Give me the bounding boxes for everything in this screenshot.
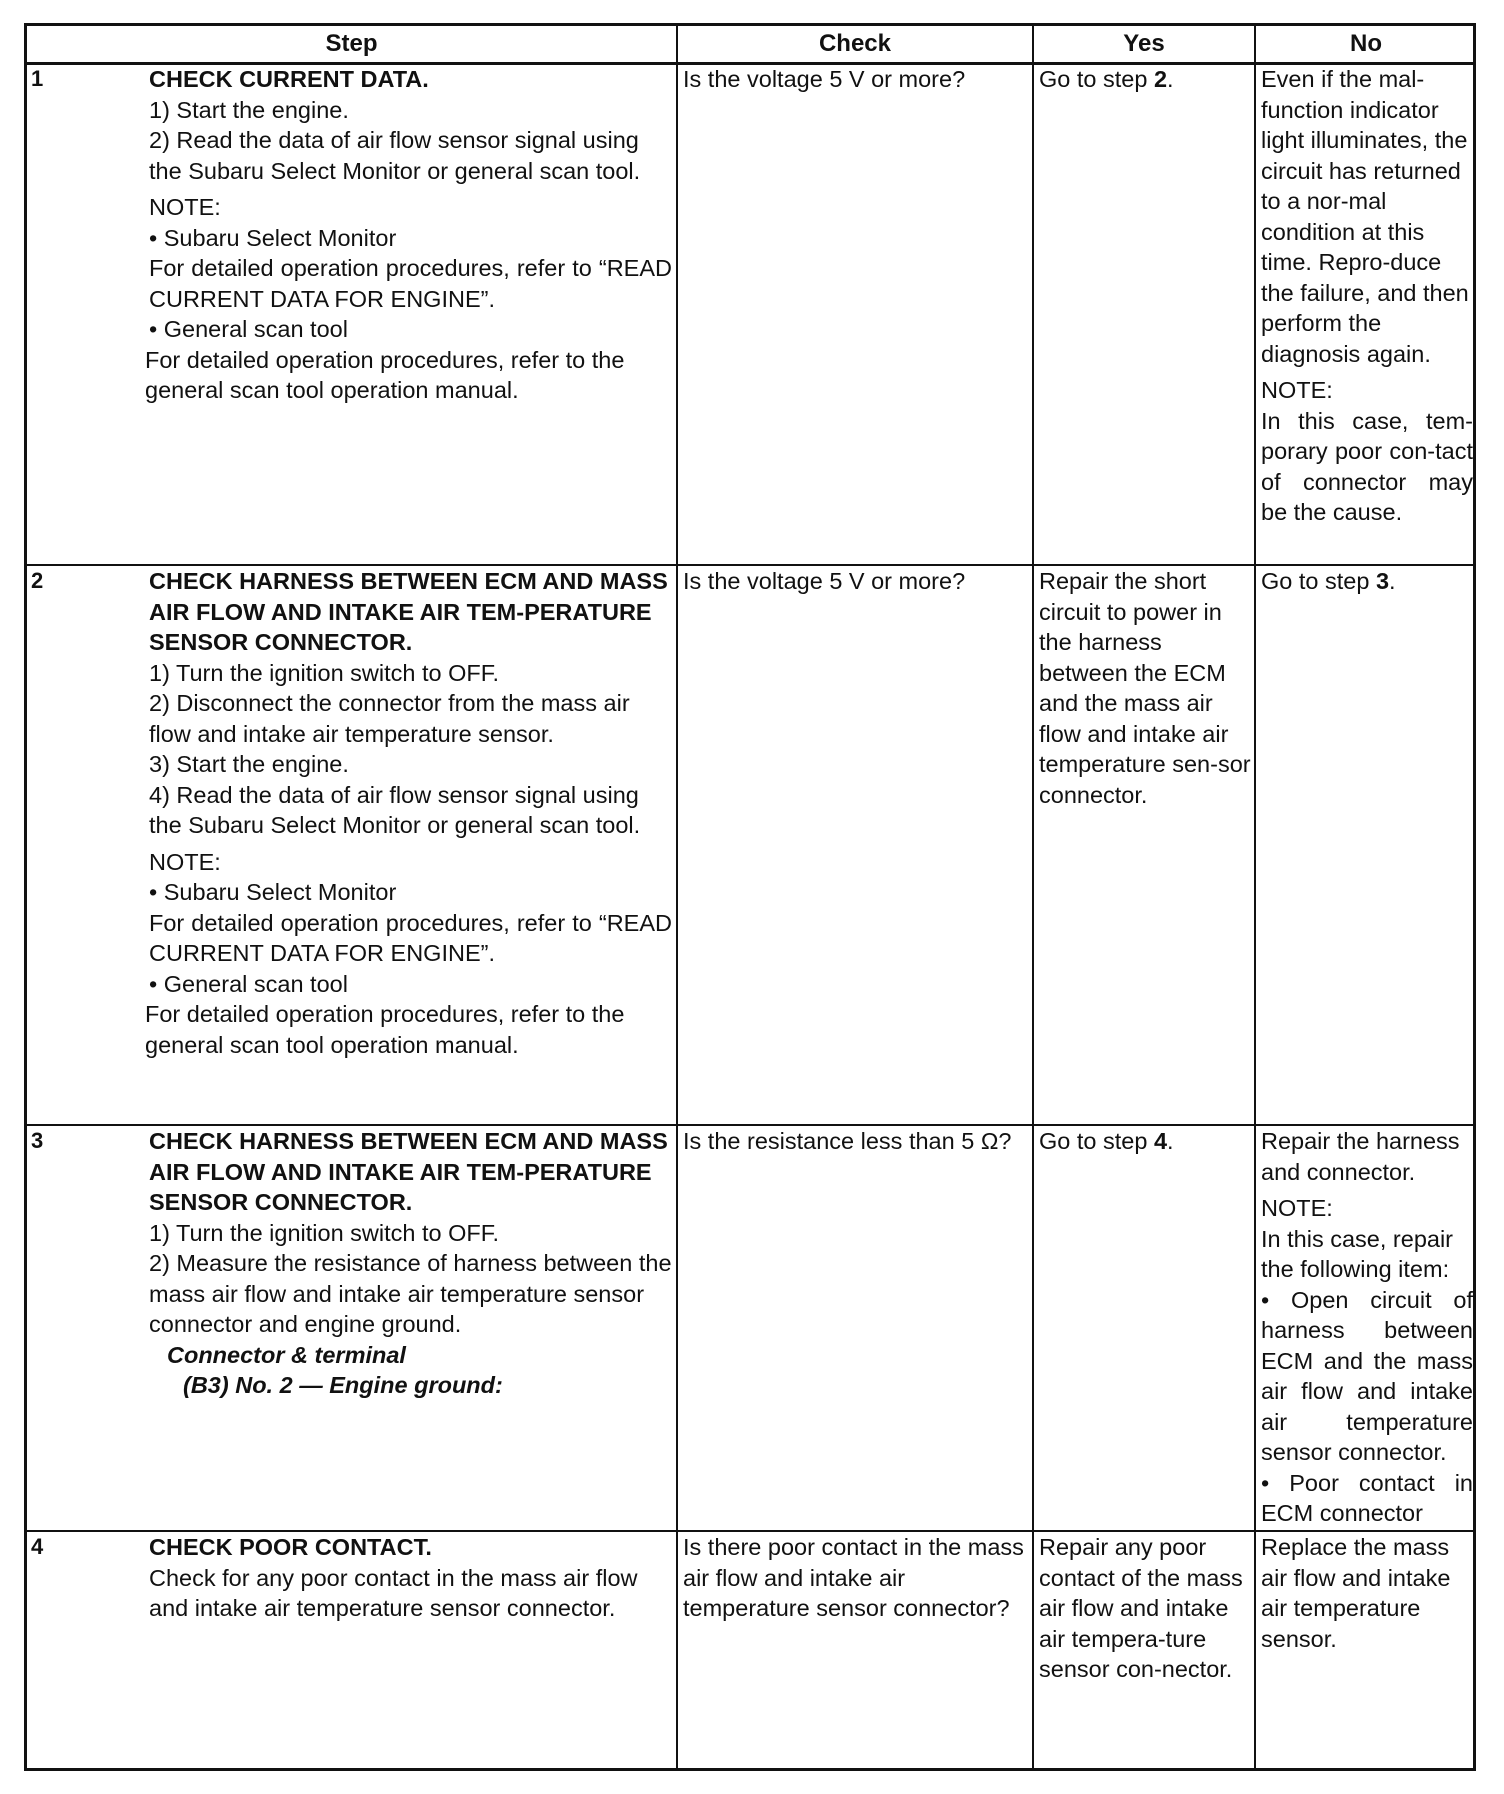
step-number: 4 xyxy=(31,1534,44,1559)
no-cell xyxy=(1261,64,1473,528)
note-bullet: • Open circuit of harness between ECM and the mass air flow and intake air temperature sensor connector. xyxy=(1261,1286,1473,1465)
yes-cell: Repair the short circuit to power in the harness between the ECM and the mass air flow and intake air temperature sen-sor connector. xyxy=(1039,568,1251,808)
header-step: Step xyxy=(325,30,378,57)
substep: 2) Disconnect the connector from the mass air flow and intake air temperature sensor. xyxy=(149,690,630,747)
note-text: For detailed operation procedures, refer to “READ CURRENT DATA FOR ENGINE”. xyxy=(149,909,672,966)
step-cell xyxy=(145,64,672,406)
substep: 2) Read the data of air flow sensor signal using the Subaru Select Monitor or general scan tool. xyxy=(149,127,641,184)
note-label: NOTE: xyxy=(1261,1195,1333,1221)
note-label: NOTE: xyxy=(1261,377,1333,403)
check-cell: Is there poor contact in the mass air flow and intake air temperature sensor connector? xyxy=(683,1534,1024,1621)
yes-step: 2 xyxy=(1153,66,1168,92)
yes-prefix: Go to step xyxy=(1039,1128,1154,1154)
step-title: CHECK CURRENT DATA. xyxy=(149,66,429,92)
note-text: In this case, repair the following item: xyxy=(1261,1225,1454,1282)
step-title: CHECK HARNESS BETWEEN ECM AND MASS AIR FLOW AND INTAKE AIR TEM-PERATURE SENSOR CONNECTOR. xyxy=(149,568,668,655)
column-divider xyxy=(1032,26,1034,1768)
substep: 3) Start the engine. xyxy=(149,751,349,777)
no-text: Repair the harness and connector. xyxy=(1261,1128,1460,1185)
yes-prefix: Go to step xyxy=(1039,66,1154,92)
substep: 4) Read the data of air flow sensor signal using the Subaru Select Monitor or general scan tool. xyxy=(149,781,641,838)
no-step: 3 xyxy=(1375,568,1390,594)
diagnostic-procedure-table xyxy=(24,23,1476,1771)
note-bullet: • Subaru Select Monitor xyxy=(149,224,397,251)
step-title: CHECK HARNESS BETWEEN ECM AND MASS AIR FLOW AND INTAKE AIR TEM-PERATURE SENSOR CONNECTOR. xyxy=(149,1128,668,1215)
yes-suffix: . xyxy=(1167,1128,1174,1154)
check-cell: Is the resistance less than 5 Ω? xyxy=(683,1128,1012,1154)
step-title: CHECK POOR CONTACT. xyxy=(149,1534,432,1560)
step-number: 2 xyxy=(31,568,44,593)
note-text: For detailed operation procedures, refer to the general scan tool operation manual. xyxy=(145,1001,625,1058)
note-bullet: • General scan tool xyxy=(149,970,348,997)
yes-step: 4 xyxy=(1153,1128,1168,1154)
yes-cell: Repair any poor contact of the mass air flow and intake air tempera-ture sensor con-nector. xyxy=(1039,1534,1243,1682)
no-cell: Replace the mass air flow and intake air temperature sensor. xyxy=(1261,1534,1451,1652)
yes-cell xyxy=(1039,1126,1251,1157)
substep: 1) Start the engine. xyxy=(149,96,349,123)
note-label: NOTE: xyxy=(149,848,221,875)
check-cell: Is the voltage 5 V or more? xyxy=(683,66,966,92)
no-cell xyxy=(1261,566,1473,597)
yes-suffix: . xyxy=(1167,66,1174,92)
note-text: In this case, tem-porary poor con-tact of connector may be the cause. xyxy=(1261,407,1473,525)
step-cell xyxy=(149,1126,672,1401)
no-prefix: Go to step xyxy=(1261,568,1376,594)
note-text: For detailed operation procedures, refer to “READ CURRENT DATA FOR ENGINE”. xyxy=(149,255,672,312)
column-divider xyxy=(1254,26,1256,1768)
note-bullet: • Subaru Select Monitor xyxy=(149,879,397,905)
substep: 2) Measure the resistance of harness between the mass air flow and intake air temperature sensor connector and engine ground. xyxy=(149,1250,672,1337)
step-cell xyxy=(149,1532,672,1624)
step-cell xyxy=(145,566,672,1060)
no-cell xyxy=(1261,1126,1473,1529)
no-suffix: . xyxy=(1389,568,1396,594)
header-check: Check xyxy=(818,30,892,57)
header-yes: Yes xyxy=(1123,30,1165,57)
yes-cell xyxy=(1039,64,1251,95)
step-number: 1 xyxy=(31,66,44,91)
step-number: 3 xyxy=(31,1128,44,1153)
no-text: Even if the mal-function indicator light illuminates, the circuit has returned to a nor-mal condition at this time. Repro-duce the failure, and then perform the diagnosis again. xyxy=(1261,66,1469,367)
spec-label: Connector & terminal xyxy=(167,1341,406,1368)
substep: 1) Turn the ignition switch to OFF. xyxy=(149,1219,500,1246)
column-divider xyxy=(676,26,678,1768)
note-bullet: • General scan tool xyxy=(149,316,348,342)
spec-value: (B3) No. 2 — Engine ground: xyxy=(183,1372,503,1398)
note-label: NOTE: xyxy=(149,194,221,220)
note-text: For detailed operation procedures, refer to the general scan tool operation manual. xyxy=(145,346,625,403)
note-bullet: • Poor contact in ECM connector xyxy=(1261,1469,1473,1526)
check-cell: Is the voltage 5 V or more? xyxy=(683,568,966,594)
substep: 1) Turn the ignition switch to OFF. xyxy=(149,659,500,686)
step-body: Check for any poor contact in the mass air flow and intake air temperature sensor connector. xyxy=(149,1564,638,1621)
header-no: No xyxy=(1350,30,1382,57)
